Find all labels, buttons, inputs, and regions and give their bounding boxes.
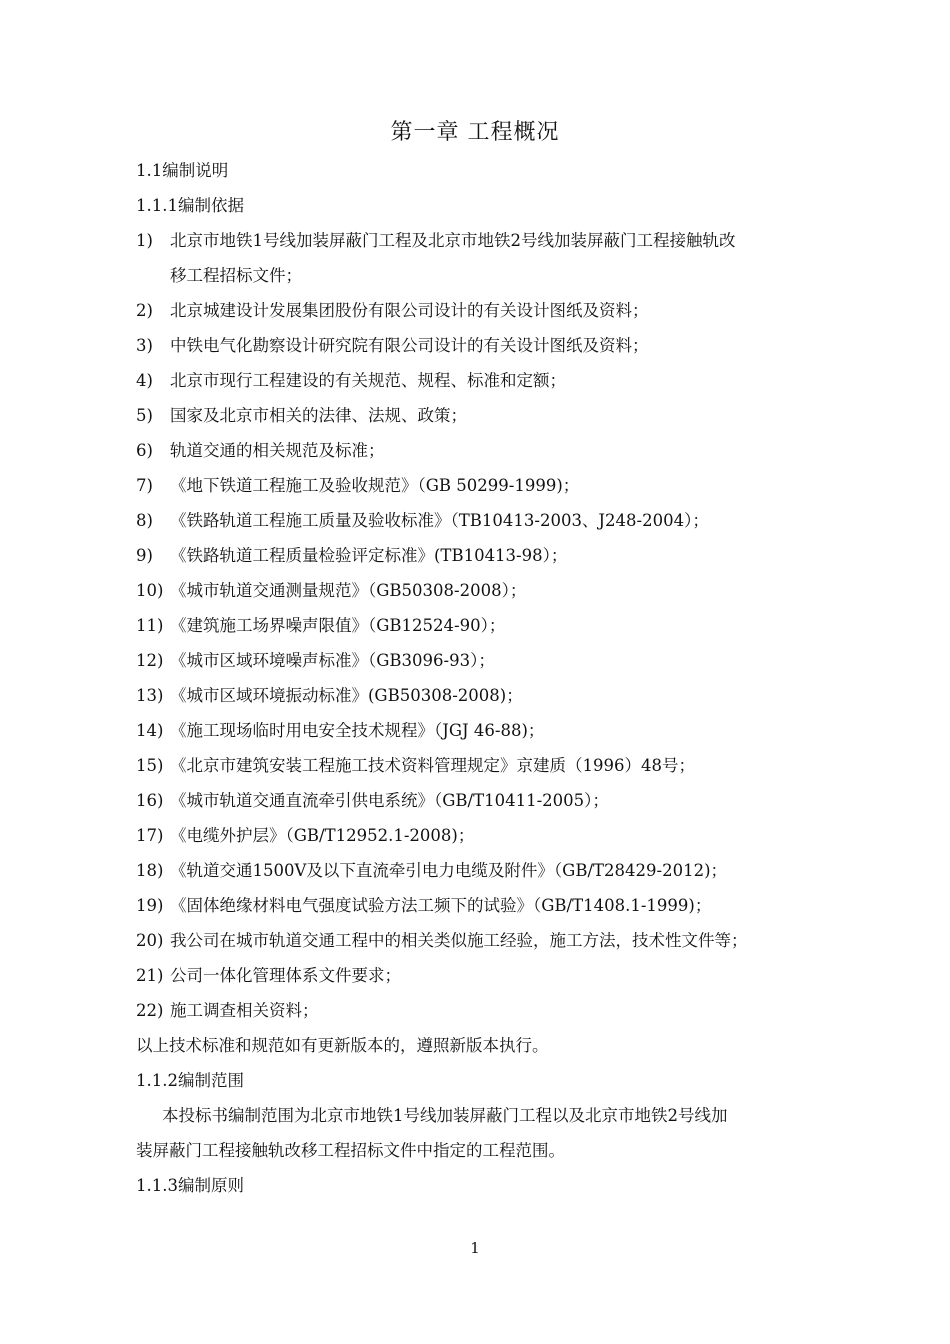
item-number: 14) — [136, 721, 164, 740]
item-number: 2) — [136, 301, 153, 320]
item-number: 10) — [136, 581, 164, 600]
item-text: 《城市轨道交通测量规范》（GB50308-2008）； — [170, 581, 527, 600]
section-heading-1-1-2: 1.1.2编制范围 — [136, 1071, 244, 1090]
basis-item — [136, 369, 566, 393]
item-text: 北京市现行工程建设的有关规范、规程、标准和定额； — [170, 371, 566, 390]
item-text: 公司一体化管理体系文件要求； — [170, 966, 401, 985]
section-heading-1-1-3: 1.1.3编制原则 — [136, 1176, 244, 1195]
basis-item — [136, 544, 567, 568]
basis-item-continuation: 移工程招标文件； — [170, 266, 302, 285]
item-number: 11) — [136, 616, 164, 635]
item-number: 17) — [136, 826, 164, 845]
item-number: 7) — [136, 476, 153, 495]
basis-item — [136, 474, 579, 498]
basis-item — [136, 439, 385, 463]
basis-item — [136, 299, 649, 323]
item-number: 5) — [136, 406, 153, 425]
basis-item — [136, 964, 401, 988]
item-text: 北京市地铁1号线加装屏蔽门工程及北京市地铁2号线加装屏蔽门工程接触轨改 — [170, 231, 736, 250]
item-text: 我公司在城市轨道交通工程中的相关类似施工经验，施工方法，技术性文件等； — [170, 931, 748, 950]
section-heading-1-1: 1.1编制说明 — [136, 161, 229, 180]
basis-item — [136, 614, 505, 638]
item-text: 《电缆外护层》（GB/T12952.1-2008)； — [170, 826, 475, 845]
basis-item — [136, 719, 544, 743]
item-number: 6) — [136, 441, 153, 460]
basis-item — [136, 999, 319, 1023]
basis-item — [136, 824, 474, 848]
item-number: 13) — [136, 686, 164, 705]
item-text: 《城市区域环境噪声标准》（GB3096-93）； — [170, 651, 495, 670]
item-number: 12) — [136, 651, 164, 670]
item-text: 国家及北京市相关的法律、法规、政策； — [170, 406, 467, 425]
item-number: 18) — [136, 861, 164, 880]
section-heading-1-1-1: 1.1.1编制依据 — [136, 196, 244, 215]
basis-item — [136, 229, 736, 253]
item-number: 15) — [136, 756, 164, 775]
basis-item — [136, 894, 711, 918]
item-text: 《地下铁道工程施工及验收规范》（GB 50299-1999)； — [170, 476, 580, 495]
item-text: 《北京市建筑安装工程施工技术资料管理规定》京建质（1996）48号； — [170, 756, 695, 775]
item-number: 4) — [136, 371, 153, 390]
basis-item — [136, 754, 695, 778]
basis-item — [136, 789, 609, 813]
item-number: 22) — [136, 1001, 164, 1020]
item-number: 21) — [136, 966, 164, 985]
item-text: 《城市区域环境振动标准》(GB50308-2008)； — [170, 686, 523, 705]
item-text: 北京城建设计发展集团股份有限公司设计的有关设计图纸及资料； — [170, 301, 649, 320]
basis-item — [136, 684, 523, 708]
basis-item — [136, 404, 467, 428]
item-text: 《铁路轨道工程质量检验评定标准》(TB10413-98）； — [170, 546, 568, 565]
item-text: 《固体绝缘材料电气强度试验方法工频下的试验》（GB/T1408.1-1999)； — [170, 896, 712, 915]
item-number: 8) — [136, 511, 153, 530]
chapter-title: 第一章 工程概况 — [390, 120, 560, 145]
basis-item — [136, 929, 748, 953]
item-number: 20) — [136, 931, 164, 950]
item-text: 《铁路轨道工程施工质量及验收标准》（TB10413-2003、J248-2004）； — [170, 511, 709, 530]
basis-item — [136, 579, 526, 603]
item-text: 《轨道交通1500V及以下直流牵引电力电缆及附件》（GB/T28429-2012)； — [170, 861, 728, 880]
update-note: 以上技术标准和规范如有更新版本的，遵照新版本执行。 — [136, 1036, 549, 1055]
basis-item — [136, 509, 709, 533]
basis-item — [136, 334, 649, 358]
item-text: 《施工现场临时用电安全技术规程》（JGJ 46-88)； — [170, 721, 545, 740]
item-text: 施工调查相关资料； — [170, 1001, 319, 1020]
basis-item — [136, 649, 495, 673]
item-number: 1) — [136, 231, 153, 250]
item-text: 《城市轨道交通直流牵引供电系统》（GB/T10411-2005）； — [170, 791, 609, 810]
item-number: 9) — [136, 546, 153, 565]
scope-paragraph-line-1: 本投标书编制范围为北京市地铁1号线加装屏蔽门工程以及北京市地铁2号线加 — [162, 1106, 728, 1125]
item-text: 轨道交通的相关规范及标准； — [170, 441, 385, 460]
basis-item — [136, 859, 727, 883]
page-number: 1 — [470, 1239, 480, 1257]
item-text: 中铁电气化勘察设计研究院有限公司设计的有关设计图纸及资料； — [170, 336, 649, 355]
item-text: 《建筑施工场界噪声限值》（GB12524-90）； — [170, 616, 506, 635]
item-number: 19) — [136, 896, 164, 915]
item-number: 16) — [136, 791, 164, 810]
scope-paragraph-line-2: 装屏蔽门工程接触轨改移工程招标文件中指定的工程范围。 — [136, 1141, 565, 1160]
item-number: 3) — [136, 336, 153, 355]
